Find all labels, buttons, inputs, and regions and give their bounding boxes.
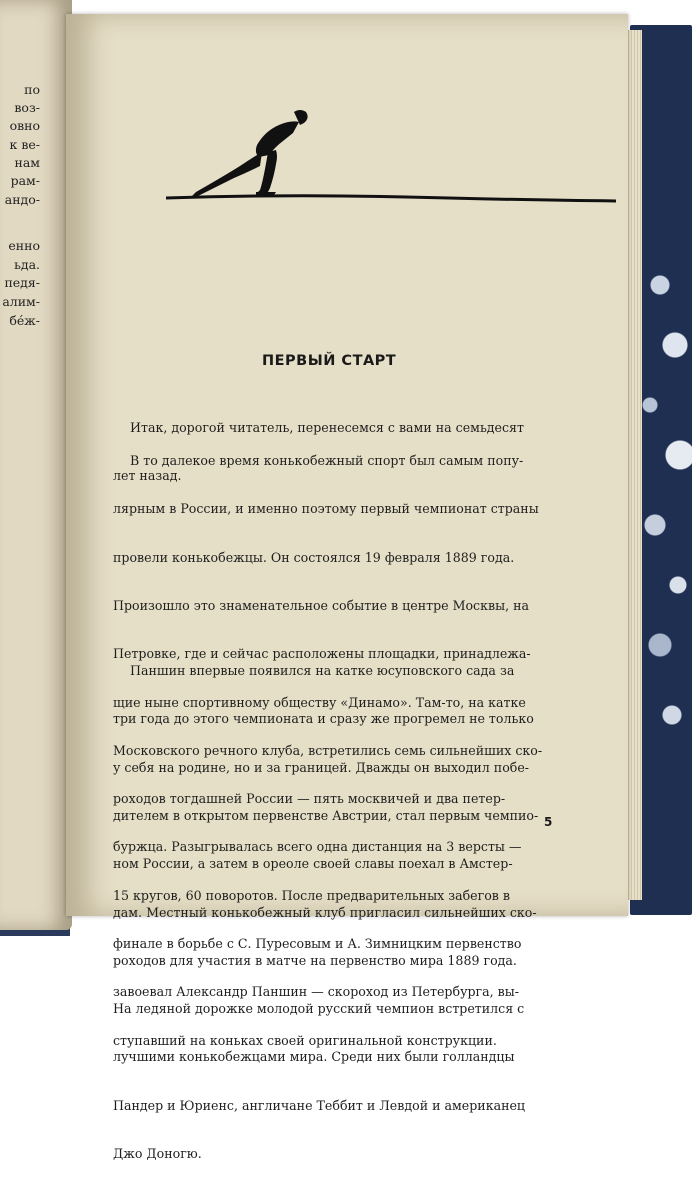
text-line: буржца. Разыгрывалась всего одна дистанция на 3 версты — [113,839,522,855]
text-line: лярным в России, и именно поэтому первый чемпионат страны [113,501,539,517]
text-line: В то далекое время конькобежный спорт был самым попу- [130,453,524,469]
left-page-fragment: педя- [4,275,40,290]
text-line: лучшими конькобежцами мира. Среди них были голландцы [113,1049,515,1065]
left-page-fragment: по [24,82,40,97]
left-page-fragment: нам [14,155,40,170]
left-page-fragment: воз- [14,100,40,115]
text-line: щие ныне спортивному обществу «Динамо». Там-то, на катке [113,694,526,710]
text-line: ном России, а затем в ореоле своей славы поехал в Амстер- [113,856,513,872]
text-line: дителем в открытом первенстве Австрии, стал первым чемпио- [113,808,539,824]
text-line: у себя на родине, но и за границей. Дважды он выходил побе- [113,759,530,775]
speed-skater-illustration [186,100,326,200]
text-line: Джо Доногю. [113,1146,202,1161]
page-number: 5 [544,815,553,829]
text-line: 15 кругов, 60 поворотов. После предварительных забегов в [113,887,510,903]
text-line: три года до этого чемпионата и сразу же прогремел не только [113,711,534,727]
text-line: Итак, дорогой читатель, перенесемся с вами на семьдесят [130,420,524,436]
left-page-fragment: овно [9,118,40,133]
text-line: роходов тогдашней России — пять москвичей и два петер- [113,791,506,807]
left-page-fragment: к ве- [9,137,40,152]
text-line: Пандер и Юриенс, англичане Теббит и Левдой и американец [113,1097,526,1113]
left-page-fragment: андо- [4,192,40,207]
text-line: Петровке, где и сейчас расположены площадки, принадлежа- [113,646,531,662]
left-page-fragment: рам- [10,173,40,188]
text-line: ступавший на коньках своей оригинальной конструкции. [113,1032,497,1048]
text-line: роходов для участия в матче на первенство мира 1889 года. [113,952,517,968]
left-page-fragment: ьда. [14,257,40,272]
text-line: лет назад. [113,468,182,484]
left-page-fragment: бéж- [9,313,40,328]
left-page [0,0,72,930]
chapter-title: ПЕРВЫЙ СТАРТ [262,353,397,369]
text-line: провели конькобежцы. Он состоялся 19 февраля 1889 года. [113,549,515,565]
text-line: финале в борьбе с С. Пуресовым и А. Зимницким первенство [113,936,522,951]
text-line: На ледяной дорожке молодой русский чемпион встретился с [113,1001,525,1017]
ice-line-illustration [166,192,616,204]
paragraph [113,631,538,1178]
text-line: Паншин впервые появился на катке юсуповского сада за [130,663,515,679]
text-line: Произошло это знаменательное событие в центре Москвы, на [113,598,530,614]
text-line: дам. Местный конькобежный клуб пригласил сильнейших ско- [113,904,537,920]
left-page-fragment: алим- [2,294,40,309]
text-line: Московского речного клуба, встретились семь сильнейших ско- [113,742,543,758]
left-page-fragment: енно [8,238,40,253]
text-line: завоевал Александр Паншин — скороход из Петербурга, вы- [113,984,520,1000]
